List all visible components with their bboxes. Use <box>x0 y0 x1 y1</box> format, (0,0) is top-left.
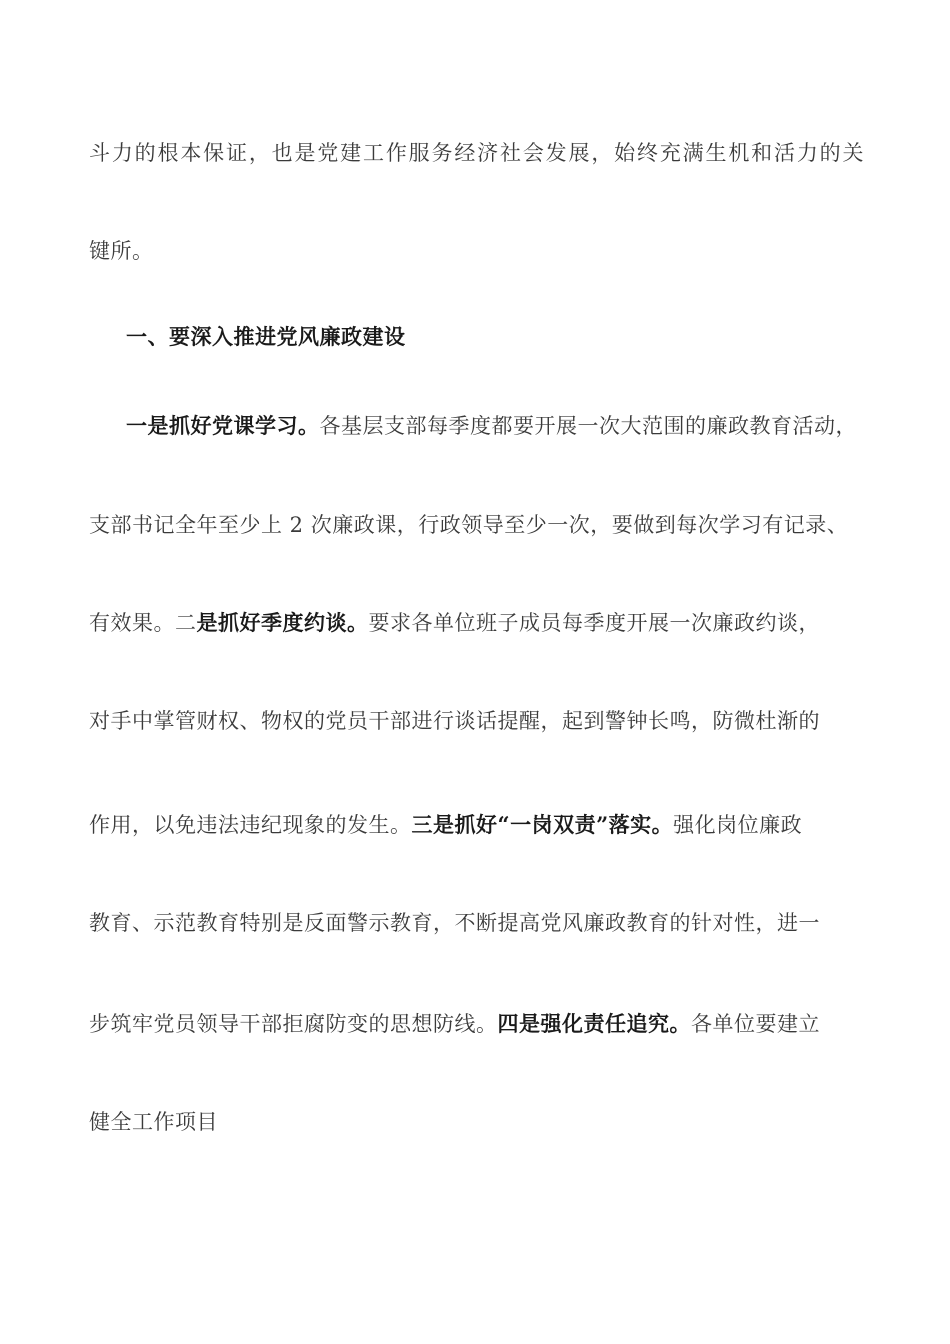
paragraph-line-2: 支部书记全年至少上 2 次廉政课，行政领导至少一次，要做到每次学习有记录、 <box>89 513 849 537</box>
point-three-title: 三是抓好“一岗双责”落实。 <box>411 812 674 837</box>
point-three-text: 强化岗位廉政 <box>673 813 803 837</box>
point-three-prefix: 作用，以免违法违纪现象的发生。 <box>89 813 412 837</box>
point-four-prefix: 步筑牢党员领导干部拒腐防变的思想防线。 <box>89 1012 498 1036</box>
paragraph-line-8: 健全工作项目 <box>89 1110 218 1134</box>
paragraph-line-6: 教育、示范教育特别是反面警示教育，不断提高党风廉政教育的针对性，进一 <box>89 911 820 935</box>
text-line-1: 斗力的根本保证，也是党建工作服务经济社会发展，始终充满生机和活力的关 <box>89 141 864 165</box>
point-one-text: 各基层支部每季度都要开展一次大范围的廉政教育活动， <box>319 414 857 438</box>
paragraph-line-3 <box>89 608 820 638</box>
point-four-text: 各单位要建立 <box>691 1012 820 1036</box>
point-two-prefix: 有效果。二 <box>89 611 197 635</box>
section-heading: 一、要深入推进党风廉政建设 <box>126 324 406 349</box>
text-line-2: 键所。 <box>89 239 154 263</box>
point-one-title: 一是抓好党课学习。 <box>126 413 320 438</box>
paragraph-line-1 <box>126 411 857 441</box>
point-two-title: 是抓好季度约谈。 <box>196 610 369 635</box>
paragraph-line-7 <box>89 1009 820 1039</box>
point-four-title: 四是强化责任追究。 <box>497 1011 691 1036</box>
point-two-text: 要求各单位班子成员每季度开展一次廉政约谈， <box>368 611 820 635</box>
paragraph-line-5 <box>89 810 802 840</box>
paragraph-line-4: 对手中掌管财权、物权的党员干部进行谈话提醒，起到警钟长鸣，防微杜渐的 <box>89 709 820 733</box>
